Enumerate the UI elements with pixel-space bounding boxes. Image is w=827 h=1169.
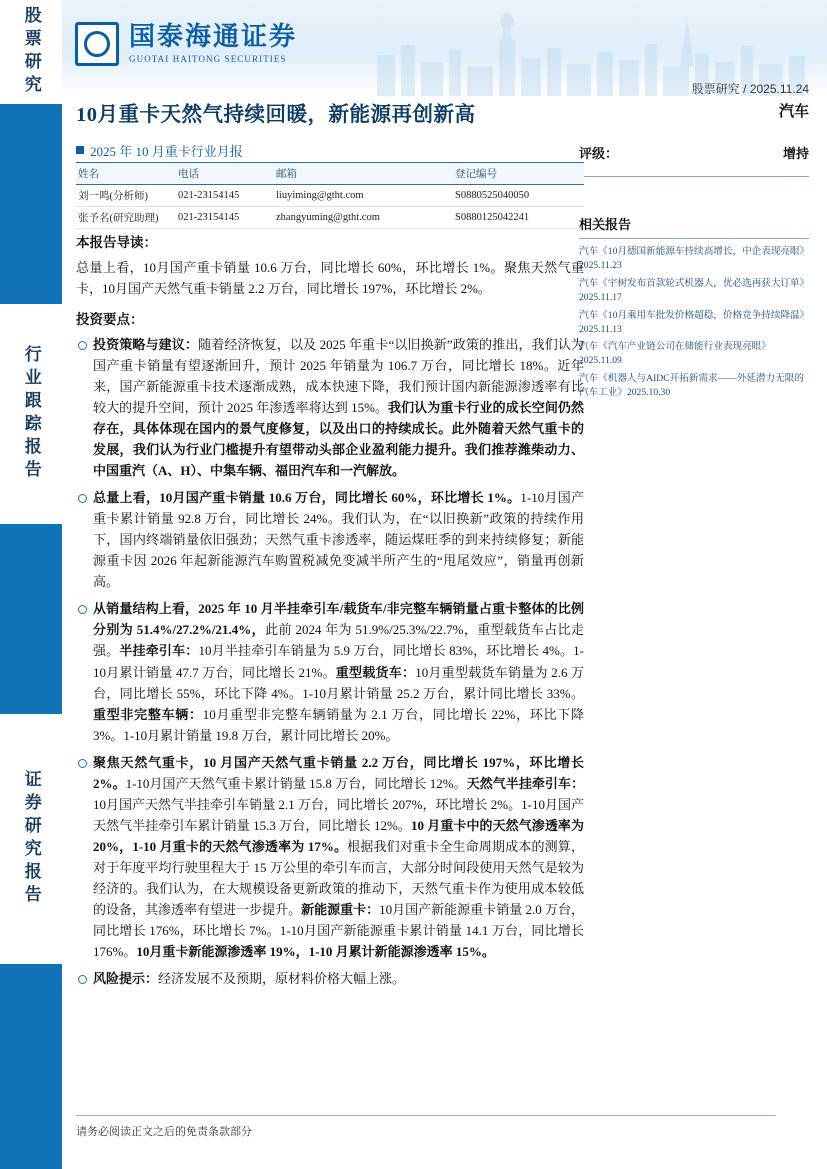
logo-mark-icon xyxy=(75,22,119,66)
page-subtitle-text: 2025 年 10 月重卡行业月报 xyxy=(90,143,243,159)
table-row xyxy=(76,185,584,207)
meta-line xyxy=(692,80,809,97)
analyst-code: S0880525040050 xyxy=(453,185,584,207)
page-footer: 请务必阅读正文之后的免责条款部分 xyxy=(76,1115,776,1139)
sidebar-block-blue-2 xyxy=(0,524,62,714)
analyst-code: S0880125042241 xyxy=(453,207,584,229)
list-item[interactable]: 汽车《汽车产业链公司在储能行业表现亮眼》2025.11.09 xyxy=(579,341,771,367)
sidebar-item-industry-tracking-report xyxy=(0,304,62,524)
investment-points-list xyxy=(76,334,584,989)
analyst-col-name: 姓名 xyxy=(76,163,176,185)
related-divider xyxy=(579,238,809,239)
analyst-email[interactable]: zhangyuming@gtht.com xyxy=(274,207,453,229)
points-heading: 投资要点： xyxy=(76,311,144,327)
analyst-phone: 021-23154145 xyxy=(176,207,274,229)
sidebar-item-securities-research-report xyxy=(0,714,62,964)
page-subtitle xyxy=(76,141,576,160)
square-bullet-icon xyxy=(76,146,84,154)
guide-text: 总量上看，10月国产重卡销量 10.6 万台，同比增长 60%，环比增长 1%。聚焦天然气重卡，10月国产天然气重卡销量 2.2 万台，同比增长 197%，环比增长 2%。 xyxy=(76,259,584,296)
list-item[interactable]: 汽车《宇树发布首款轮式机器人，优必选再获大订单》2025.11.17 xyxy=(579,277,805,303)
guide-heading: 本报告导读： xyxy=(76,235,157,250)
sidebar-block-blue-3 xyxy=(0,964,62,1169)
related-reports-title: 相关报告 xyxy=(579,217,632,232)
analyst-phone: 021-23154145 xyxy=(176,185,274,207)
sidebar-item-stock-research xyxy=(0,0,62,104)
logo-english-name: GUOTAI HAITONG SECURITIES xyxy=(129,54,287,64)
rating-box xyxy=(579,100,809,177)
report-body xyxy=(76,226,584,995)
list-item: 总量上看，10月国产重卡销量 10.6 万台，同比增长 60%，环比增长 1%。1-10月国产重卡累计销量 92.8 万台，同比增长 24%。我们认为，在“以旧换新”政策的持续作用下，国内终端销量依旧强劲；天然气重卡渗透率，随运煤旺季的到来持续修复；新能源重卡因 2026 年起新能源汽车购置税减免变减半所产生的“甩尾效应”，销量再创新高。 xyxy=(76,487,584,592)
sidebar-item-stock-research-label: 股票研究 xyxy=(21,6,41,98)
logo-chinese-name: 国泰海通证券 xyxy=(129,22,298,51)
company-logo xyxy=(75,22,297,66)
left-sidebar xyxy=(0,0,62,1169)
analyst-email[interactable]: liuyiming@gtht.com xyxy=(274,185,453,207)
analyst-table xyxy=(76,162,584,229)
sidebar-item-industry-tracking-report-label: 行业跟踪报告 xyxy=(21,345,41,483)
list-item[interactable]: 汽车《10月德国新能源车持续高增长，中企表现亮眼》2025.11.23 xyxy=(579,246,805,271)
meta-date: 2025.11.24 xyxy=(749,82,809,96)
meta-separator: / xyxy=(743,82,747,96)
list-item: 风险提示：经济发展不及预期，原材料价格大幅上涨。 xyxy=(76,968,584,989)
industry-name: 汽车 xyxy=(778,104,809,120)
analyst-name: 刘一鸣(分析师) xyxy=(76,185,176,207)
analyst-table-header-row xyxy=(76,163,584,185)
rating-label: 评级： xyxy=(579,146,619,161)
list-item[interactable]: 汽车《10月乘用车批发价格超稳，价格竞争持续降温》2025.11.13 xyxy=(579,309,805,335)
title-area xyxy=(76,102,576,160)
list-item: 聚焦天然气重卡，10 月国产天然气重卡销量 2.2 万台，同比增长 197%，环比增长 2%。1-10月国产天然气重卡累计销量 15.8 万台，同比增长 12%。天然气半挂牵引车：10月国产天然气半挂牵引车销量 2.1 万台，同比增长 207%，环比增长 2%。1-10月国产天然气半挂牵引车累计销量 15.3 万台，同比增长 12%。10 月重卡中的天然气渗透率为 20%，1-10 月重卡的天然气渗透率为 17%。根据我们对重卡全生命周期成本的测算，对于年度平均行驶里程大于 15 万公里的牵引车而言，大部分时间段使用天然气是较为经济的。我们认为，在大规模设备更新政策的推动下，天然气重卡作为使用成本较低的设备，其渗透率有望进一步提升。新能源重卡：10月国产新能源重卡销量 2.0 万台，同比增长 176%，环比增长 7%。1-10月国产新能源重卡累计销量 14.1 万台，同比增长 176%。10月重卡新能源渗透率 19%，1-10 月累计新能源渗透率 15%。 xyxy=(76,752,584,962)
sidebar-item-securities-research-report-label: 证券研究报告 xyxy=(21,770,41,908)
list-item: 投资策略与建议：随着经济恢复，以及 2025 年重卡“以旧换新”政策的推出，我们认为国产重卡销量有望逐渐回升，预计 2025 年销量为 106.7 万台，同比增长 18%。近年来，国产新能源重卡技术逐渐成熟，成本快速下降，我们预计国内新能源渗透率有比较大的提升空间，预计 2025 年渗透率将达到 15%。我们认为重卡行业的成长空间仍然存在，具体体现在国内的景气度修复，以及出口的持续成长。此外随着天然气重卡的发展，我们认为行业门槛提升有望带动头部企业盈利能力提升。我们推荐潍柴动力、中国重汽（A、H）、中集车辆、福田汽车和一汽解放。 xyxy=(76,334,584,481)
rating-value: 增持 xyxy=(782,146,809,161)
list-item: 从销量结构上看，2025 年 10 月半挂牵引车/载货车/非完整车辆销量占重卡整体的比例分别为 51.4%/27.2%/21.4%，此前 2024 年为 51.9%/25.3%/22.7%，重型载货车占比走强。半挂牵引车：10月半挂牵引车销量为 5.9 万台，同比增长 83%，环比增长 4%。1-10月累计销量 47.7 万台，同比增长 21%。重型载货车：10月重型载货车销量为 2.6 万台，同比增长 55%，环比下降 4%。1-10月累计销量 25.2 万台，累计同比增长 33%。重型非完整车辆：10月重型非完整车辆销量为 2.1 万台，同比增长 22%，环比下降 3%。1-10月累计销量 19.8 万台，累计同比增长 20%。 xyxy=(76,598,584,745)
analyst-name: 张予名(研究助理) xyxy=(76,207,176,229)
meta-category: 股票研究 xyxy=(691,82,740,96)
rating-divider xyxy=(579,176,809,177)
related-reports xyxy=(579,214,809,404)
list-item[interactable]: 汽车《机器人与AIDC开拓新需求——外延潜力无限的汽车工业》2025.10.30 xyxy=(579,373,804,399)
page-title: 10月重卡天然气持续回暖，新能源再创新高 xyxy=(76,104,476,126)
analyst-col-phone: 电话 xyxy=(176,163,274,185)
analyst-col-email: 邮箱 xyxy=(274,163,453,185)
sidebar-block-blue-1 xyxy=(0,104,62,304)
analyst-col-code: 登记编号 xyxy=(453,163,584,185)
